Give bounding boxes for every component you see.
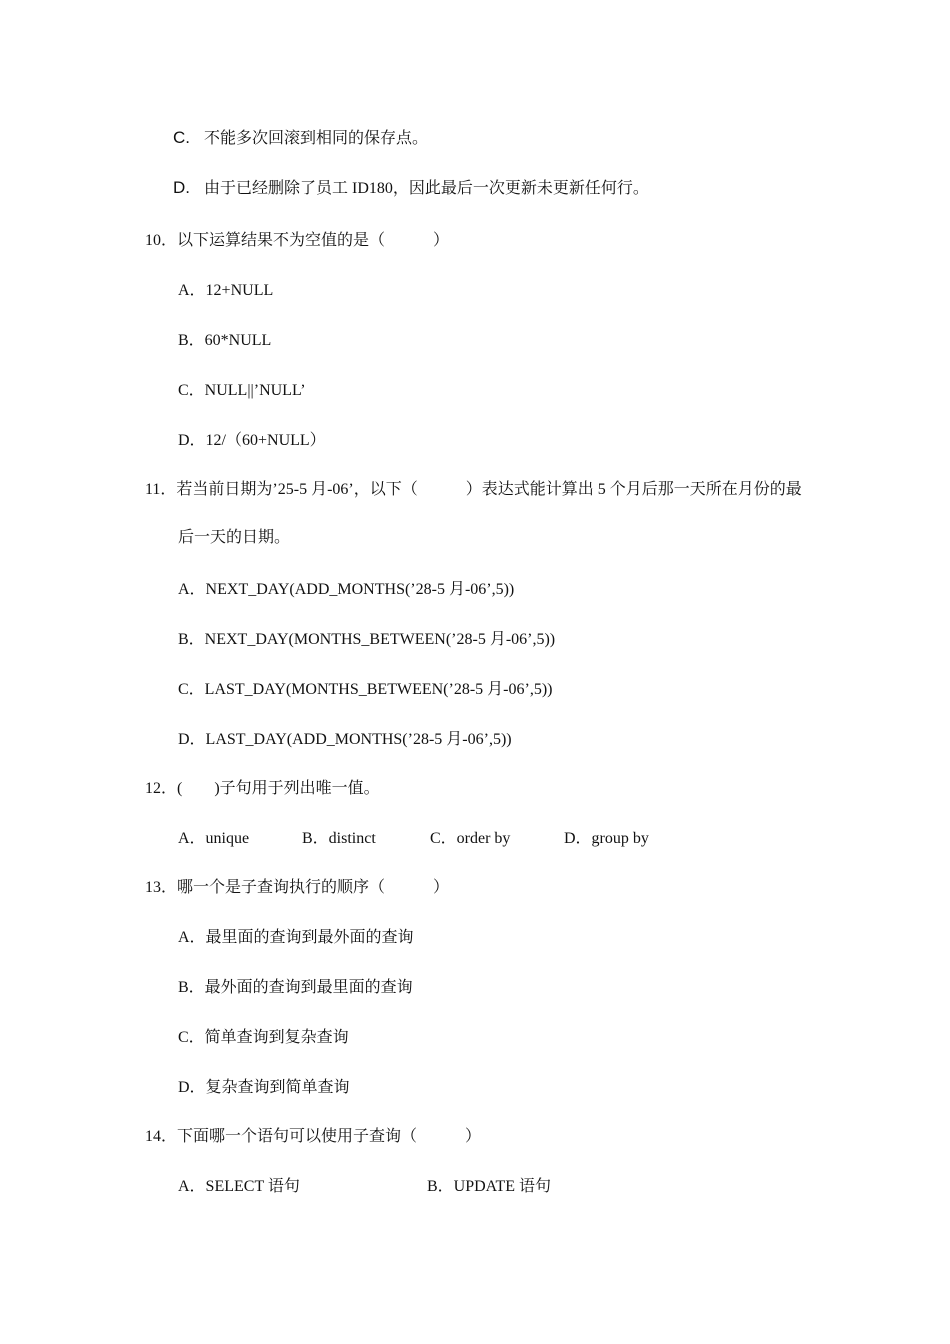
question-13-stem: 13．哪一个是子查询执行的顺序（ ）: [145, 879, 450, 896]
q14-option-b: B．UPDATE 语句: [427, 1178, 552, 1195]
question-14-stem: 14．下面哪一个语句可以使用子查询（ ）: [145, 1128, 482, 1145]
q12-option-c: C．order by: [430, 830, 511, 847]
q12-option-a: A．unique: [178, 830, 250, 847]
q11-option-c: C．LAST_DAY(MONTHS_BETWEEN(’28-5 月-06’,5)): [178, 681, 553, 698]
option-text: 由于已经删除了员工 ID180，因此最后一次更新未更新任何行。: [204, 180, 649, 197]
option-letter: D.: [173, 178, 190, 197]
option-text: 不能多次回滚到相同的保存点。: [204, 130, 429, 147]
q12-option-d: D．group by: [564, 830, 649, 847]
option-d-line: [173, 178, 649, 199]
q11-option-b: B．NEXT_DAY(MONTHS_BETWEEN(’28-5 月-06’,5)): [178, 631, 556, 648]
q10-option-b: B．60*NULL: [178, 332, 272, 349]
q11-option-d: D．LAST_DAY(ADD_MONTHS(’28-5 月-06’,5)): [178, 731, 512, 748]
q13-option-b: B．最外面的查询到最里面的查询: [178, 979, 413, 996]
option-c-line: [173, 128, 428, 149]
question-11-stem-cont: 后一天的日期。: [178, 529, 291, 546]
question-10-stem: 10．以下运算结果不为空值的是（ ）: [145, 232, 450, 249]
q13-option-c: C．简单查询到复杂查询: [178, 1029, 349, 1046]
q11-option-a: A．NEXT_DAY(ADD_MONTHS(’28-5 月-06’,5)): [178, 581, 515, 598]
q13-option-a: A．最里面的查询到最外面的查询: [178, 929, 414, 946]
q10-option-d: D．12/（60+NULL）: [178, 432, 326, 449]
q13-option-d: D．复杂查询到简单查询: [178, 1079, 350, 1096]
q10-option-a: A．12+NULL: [178, 282, 274, 299]
q12-option-b: B．distinct: [302, 830, 376, 847]
option-letter: C.: [173, 128, 190, 147]
q14-option-a: A．SELECT 语句: [178, 1178, 300, 1195]
q10-option-c: C．NULL||’NULL’: [178, 382, 306, 399]
question-12-stem: 12．( )子句用于列出唯一值。: [145, 780, 380, 797]
question-11-stem: 11．若当前日期为’25-5 月-06’，以下（ ）表达式能计算出 5 个月后那一天所在月份的最: [145, 481, 802, 498]
